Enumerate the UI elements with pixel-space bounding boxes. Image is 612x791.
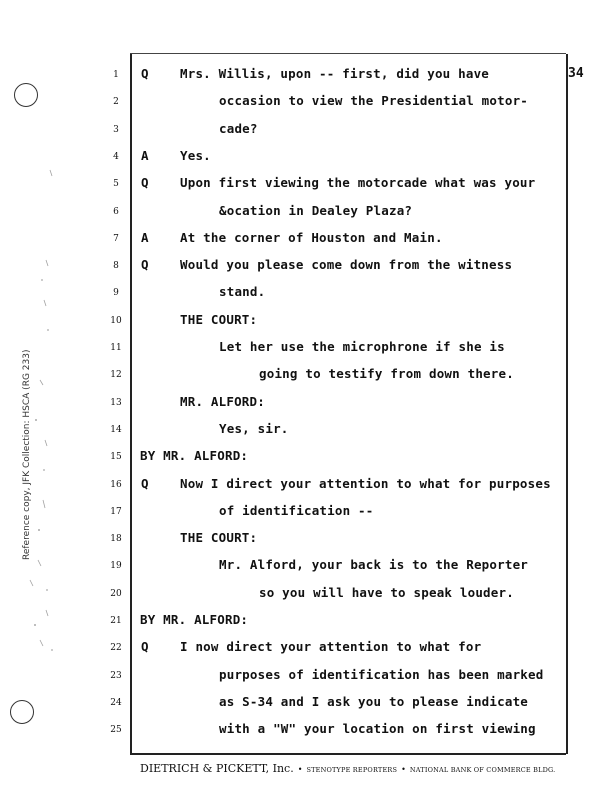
transcript-line (0, 667, 612, 687)
line-text: stand. (219, 284, 266, 300)
line-text: Upon first viewing the motorcade what was your (180, 175, 536, 191)
transcript-line (0, 148, 612, 168)
line-text: Mr. Alford, your back is to the Reporter (219, 557, 529, 573)
line-text: Now I direct your attention to what for purposes (180, 475, 551, 491)
line-number: 7 (113, 233, 119, 244)
page-number: 34 (568, 66, 584, 81)
line-text: I now direct your attention to what for (180, 639, 482, 655)
line-number: 18 (110, 534, 122, 545)
line-text: BY MR. ALFORD: (140, 448, 249, 464)
transcript-line (0, 721, 612, 741)
line-number: 8 (113, 261, 119, 272)
transcript-line (0, 312, 612, 332)
line-number: 11 (110, 343, 122, 353)
line-number: 5 (113, 179, 119, 190)
line-number: 20 (110, 588, 122, 599)
line-text: Would you please come down from the witness (180, 257, 513, 273)
transcript-line (0, 557, 612, 577)
line-text: BY MR. ALFORD: (140, 612, 249, 627)
line-number: 10 (110, 315, 122, 326)
transcript-line (0, 93, 612, 113)
line-text: Yes. (180, 147, 211, 163)
line-text: Yes, sir. (219, 420, 289, 436)
transcript-line (0, 585, 612, 605)
transcript-line (0, 639, 612, 659)
transcript-line (0, 257, 612, 277)
line-number: 1 (113, 70, 119, 80)
line-text: &ocation in Dealey Plaza? (219, 202, 413, 218)
transcript-line (0, 121, 612, 141)
transcript-line (0, 476, 612, 496)
line-number: 3 (113, 124, 119, 135)
line-text: At the corner of Houston and Main. (180, 229, 443, 245)
archive-reference-stamp: Reference copy, JFK Collection: HSCA (RG 233) (22, 349, 32, 560)
line-text: Let her use the microphrone if she is (219, 339, 505, 354)
transcript-line (0, 175, 612, 195)
transcript-line (0, 421, 612, 441)
line-number: 25 (110, 725, 122, 736)
qa-marker: Q (141, 475, 149, 491)
line-text: THE COURT: (180, 311, 258, 327)
transcript-line (0, 448, 612, 468)
transcript-line (0, 503, 612, 523)
line-number: 22 (110, 643, 122, 654)
line-text: Mrs. Willis, upon -- first, did you have (180, 66, 490, 81)
line-number: 13 (110, 397, 122, 408)
line-text: MR. ALFORD: (180, 393, 265, 409)
line-number: 2 (113, 97, 119, 108)
qa-marker: Q (141, 66, 149, 81)
qa-marker: Q (141, 639, 149, 655)
transcript-line (0, 66, 612, 86)
transcript-line (0, 612, 612, 632)
line-text: going to testify from down there. (259, 366, 514, 382)
line-text: occasion to view the Presidential motor- (219, 93, 529, 109)
transcript-line (0, 394, 612, 414)
line-text: purposes of identification has been marked (219, 666, 544, 682)
line-number: 15 (110, 452, 122, 463)
transcript-line (0, 203, 612, 223)
line-number: 19 (110, 561, 122, 572)
transcript-line (0, 339, 612, 359)
line-text: cade? (219, 120, 258, 136)
line-number: 6 (113, 206, 119, 217)
line-text: so you will have to speak louder. (259, 584, 514, 600)
line-number: 21 (110, 616, 122, 626)
qa-marker: Q (141, 175, 149, 191)
line-text: with a "W" your location on first viewing (219, 721, 536, 737)
line-text: of identification -- (219, 502, 374, 518)
line-text: THE COURT: (180, 530, 258, 546)
reporter-footer: DIETRICH & PICKETT, Inc. • STENOTYPE REPORTERS • NATIONAL BANK OF COMMERCE BLDG. (140, 762, 556, 775)
transcript-line (0, 366, 612, 386)
footer-firm: DIETRICH & PICKETT, Inc. (140, 762, 294, 775)
qa-marker: Q (141, 257, 149, 273)
line-text: as S-34 and I ask you to please indicate (219, 693, 529, 709)
line-number: 14 (110, 424, 122, 435)
transcript-line (0, 284, 612, 304)
line-number: 24 (110, 697, 122, 708)
line-number: 23 (110, 670, 122, 681)
qa-marker: A (141, 229, 149, 245)
footer-bank: NATIONAL BANK OF COMMERCE BLDG. (409, 766, 556, 774)
transcript-line (0, 230, 612, 250)
qa-marker: A (141, 147, 149, 163)
transcript-line (0, 530, 612, 550)
line-number: 17 (110, 506, 122, 517)
line-number: 16 (110, 479, 122, 490)
line-number: 9 (113, 288, 119, 299)
footer-reporters: STENOTYPE REPORTERS (306, 766, 398, 774)
line-number: 12 (110, 370, 122, 381)
line-number: 4 (113, 151, 119, 162)
transcript-line (0, 694, 612, 714)
